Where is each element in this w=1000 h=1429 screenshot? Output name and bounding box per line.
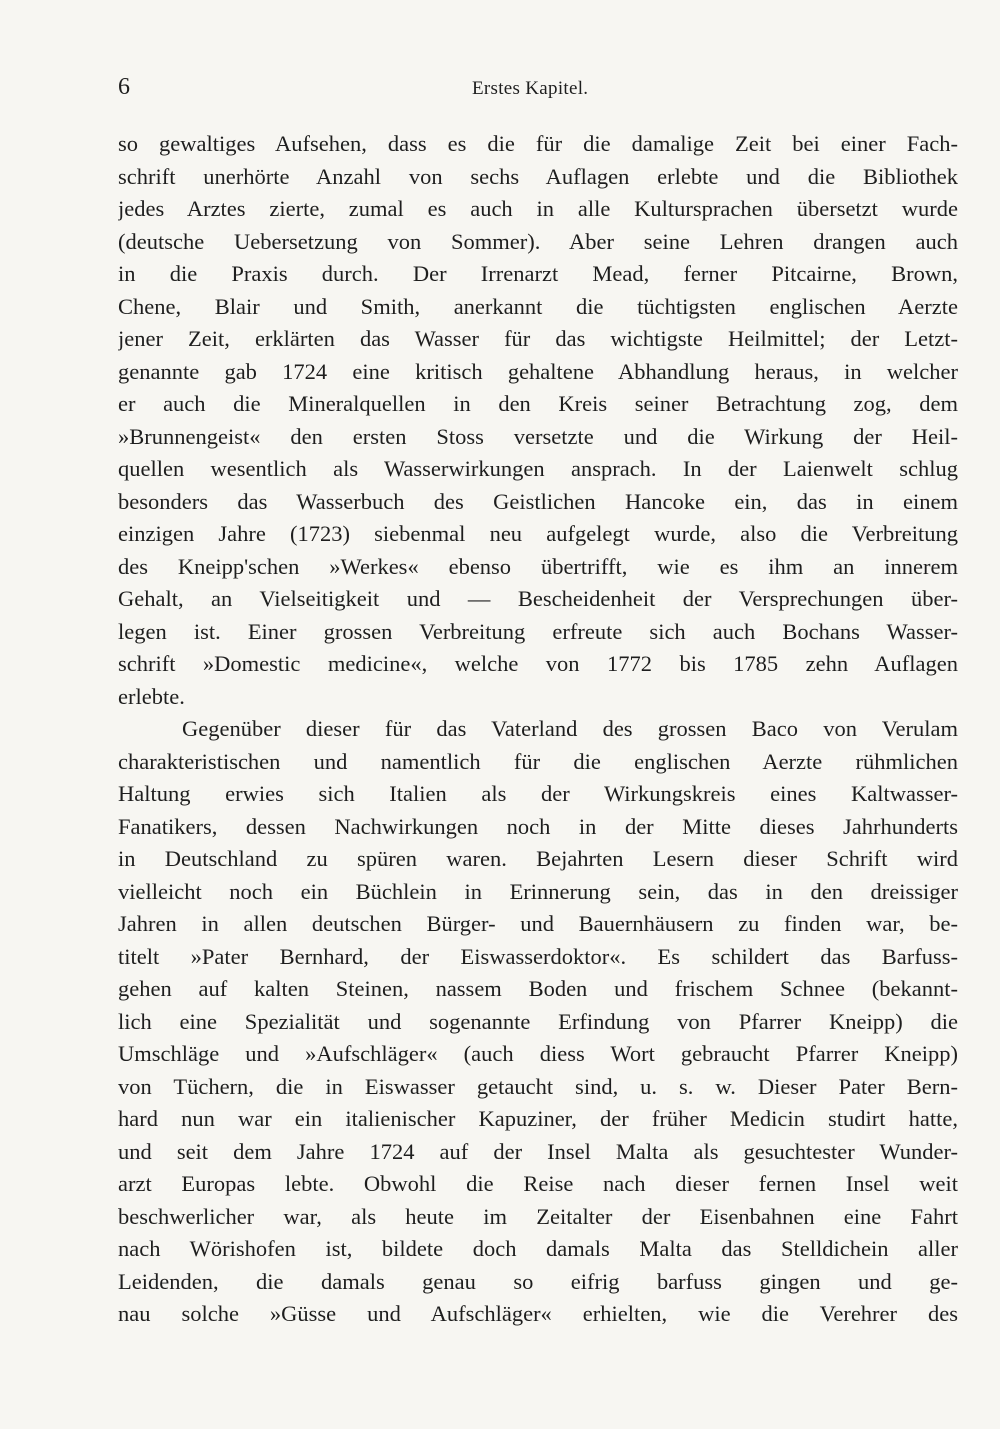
text-line: vielleicht noch ein Büchlein in Erinnerung sein, das in den dreissiger (118, 878, 958, 904)
text-line: (deutsche Uebersetzung von Sommer). Aber seine Lehren drangen auch (118, 228, 958, 254)
text-line: besonders das Wasserbuch des Geistlichen Hancoke ein, das in einem (118, 488, 958, 514)
text-line: legen ist. Einer grossen Verbreitung erfreute sich auch Bochans Wasser- (118, 618, 958, 644)
text-line: lich eine Spezialität und sogenannte Erfindung von Pfarrer Kneipp) die (118, 1008, 958, 1034)
paragraph-first-line: Gegenüber dieser für das Vaterland des grossen Baco von Verulam (182, 716, 958, 741)
text-line: jener Zeit, erklärten das Wasser für das wichtigste Heilmittel; der Letzt- (118, 326, 958, 351)
text-line: von Tüchern, die in Eiswasser getaucht sind, u. s. w. Dieser Pater Bern- (118, 1073, 958, 1099)
text-line: gehen auf kalten Steinen, nassem Boden und frischem Schnee (bekannt- (118, 976, 958, 1001)
text-line: titelt »Pater Bernhard, der Eiswasserdoktor«. Es schildert das Barfuss- (118, 943, 958, 969)
text-line: schrift »Domestic medicine«, welche von 1772 bis 1785 zehn Auflagen (118, 651, 958, 676)
text-line: Leidenden, die damals genau so eifrig barfuss gingen und ge- (118, 1268, 958, 1294)
text-line: Haltung erwies sich Italien als der Wirkungskreis eines Kaltwasser- (118, 781, 958, 806)
text-line: Umschläge und »Aufschläger« (auch diess Wort gebraucht Pfarrer Kneipp) (118, 1041, 958, 1066)
text-line: einzigen Jahre (1723) siebenmal neu aufgelegt wurde, also die Verbreitung (118, 521, 958, 546)
text-line: Gehalt, an Vielseitigkeit und — Bescheidenheit der Versprechungen über- (118, 586, 958, 611)
text-line: nau solche »Güsse und Aufschläger« erhielten, wie die Verehrer des (118, 1301, 958, 1326)
text-line: er auch die Mineralquellen in den Kreis seiner Betrachtung zog, dem (118, 391, 958, 416)
text-line: schrift unerhörte Anzahl von sechs Auflagen erlebte und die Bibliothek (118, 163, 958, 189)
body-text (118, 128, 958, 1331)
text-line: des Kneipp'schen »Werkes« ebenso übertrifft, wie es ihm an innerem (118, 553, 958, 579)
text-line: »Brunnengeist« den ersten Stoss versetzte und die Wirkung der Heil- (118, 423, 958, 449)
text-line: arzt Europas lebte. Obwohl die Reise nach dieser fernen Insel weit (118, 1171, 958, 1196)
running-title: Erstes Kapitel. (472, 78, 589, 99)
text-line: in Deutschland zu spüren waren. Bejahrten Lesern dieser Schrift wird (118, 846, 958, 871)
text-line: so gewaltiges Aufsehen, dass es die für die damalige Zeit bei einer Fach- (118, 131, 958, 156)
text-line: nach Wörishofen ist, bildete doch damals Malta das Stelldichein aller (118, 1236, 958, 1261)
text-line: Jahren in allen deutschen Bürger- und Bauernhäusern zu finden war, be- (118, 911, 958, 936)
text-line: genannte gab 1724 eine kritisch gehaltene Abhandlung heraus, in welcher (118, 358, 958, 384)
text-line: charakteristischen und namentlich für die englischen Aerzte rühmlichen (118, 748, 958, 774)
running-head (118, 72, 958, 102)
text-line: beschwerlicher war, als heute im Zeitalter der Eisenbahnen eine Fahrt (118, 1203, 958, 1229)
text-line: in die Praxis durch. Der Irrenarzt Mead, ferner Pitcairne, Brown, (118, 261, 958, 286)
text-line: hard nun war ein italienischer Kapuziner, der früher Medicin studirt hatte, (118, 1106, 958, 1131)
text-line: erlebte. (118, 683, 185, 709)
text-line: quellen wesentlich als Wasserwirkungen ansprach. In der Laienwelt schlug (118, 456, 958, 481)
text-line: und seit dem Jahre 1724 auf der Insel Malta als gesuchtester Wunder- (118, 1138, 958, 1164)
page-number: 6 (118, 74, 130, 100)
text-line: Chene, Blair und Smith, anerkannt die tüchtigsten englischen Aerzte (118, 293, 958, 319)
text-line: Fanatikers, dessen Nachwirkungen noch in der Mitte dieses Jahrhunderts (118, 813, 958, 839)
text-line: jedes Arztes zierte, zumal es auch in alle Kultursprachen übersetzt wurde (118, 196, 958, 221)
